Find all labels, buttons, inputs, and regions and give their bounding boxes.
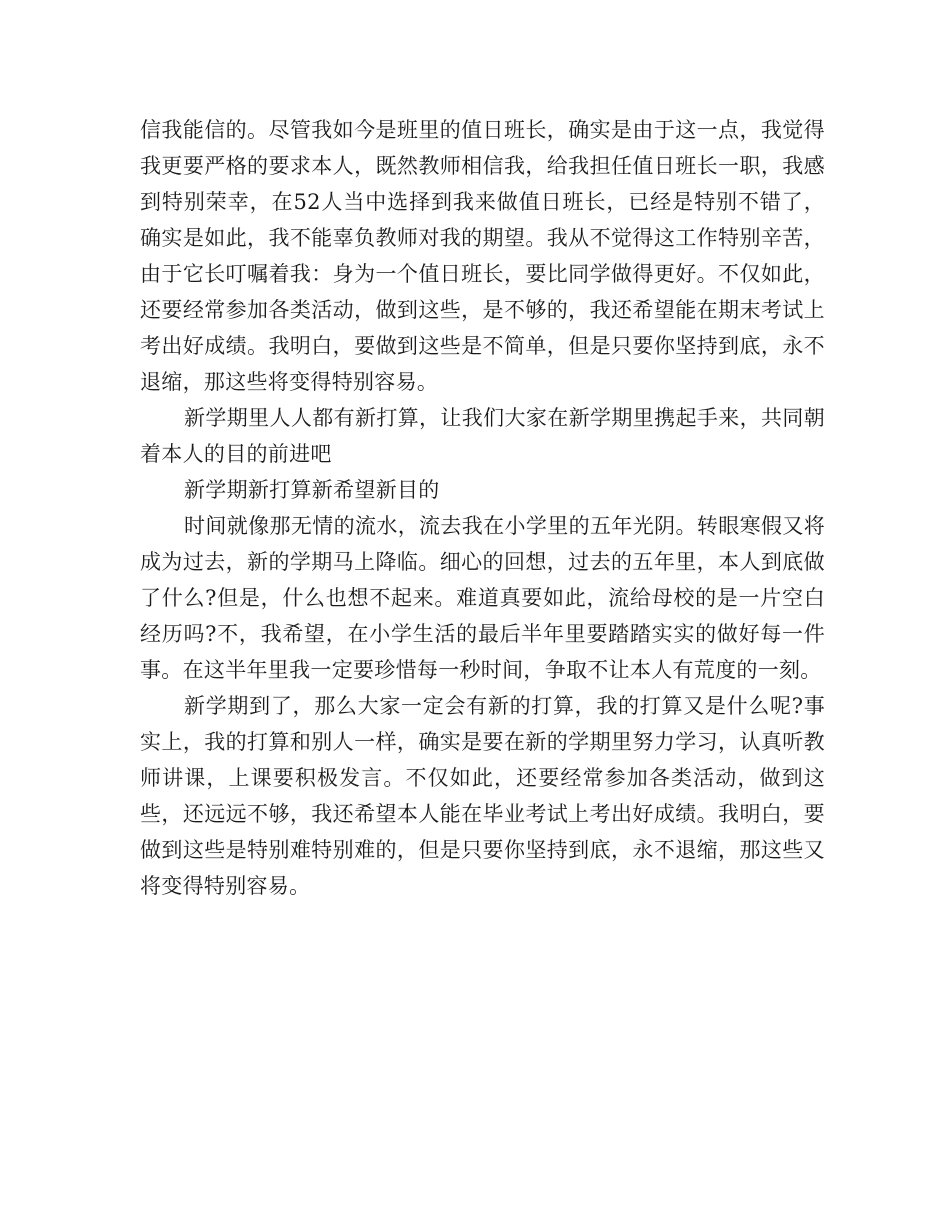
paragraph-continuation: 信我能信的。尽管我如今是班里的值日班长，确实是由于这一点，我觉得我更要严格的要求本人，既然教师相信我，给我担任值日班长一职，我感到特别荣幸，在52人当中选择到我来做值日班长，已经是特别不错了，确实是如此，我不能辜负教师对我的期望。我从不觉得这工作特别辛苦，由于它长叮嘱着我：身为一个值日班长，要比同学做得更好。不仅如此，还要经常参加各类活动，做到这些，是不够的，我还希望能在期末考试上考出好成绩。我明白，要做到这些是不简单，但是只要你坚持到底，永不退缩，那这些将变得特别容易。 (140, 118, 825, 394)
paragraph-closing-call: 新学期里人人都有新打算，让我们大家在新学期里携起手来，共同朝着本人的目的前进吧 (140, 406, 825, 466)
paragraph-plan: 新学期到了，那么大家一定会有新的打算，我的打算又是什么呢?事实上，我的打算和别人一样，确实是要在新的学期里努力学习，认真听教师讲课，上课要积极发言。不仅如此，还要经常参加各类活动，做到这些，还远远不够，我还希望本人能在毕业考试上考出好成绩。我明白，要做到这些是特别难特别难的，但是只要你坚持到底，永不退缩，那这些又将变得特别容易。 (140, 694, 825, 898)
document-body (140, 112, 825, 904)
paragraph-reflection: 时间就像那无情的流水，流去我在小学里的五年光阴。转眼寒假又将成为过去，新的学期马上降临。细心的回想，过去的五年里，本人到底做了什么?但是，什么也想不起来。难道真要如此，流给母校的是一片空白经历吗?不，我希望，在小学生活的最后半年里要踏踏实实的做好每一件事。在这半年里我一定要珍惜每一秒时间，争取不让本人有荒度的一刻。 (140, 514, 825, 682)
section-title: 新学期新打算新希望新目的 (184, 478, 440, 502)
